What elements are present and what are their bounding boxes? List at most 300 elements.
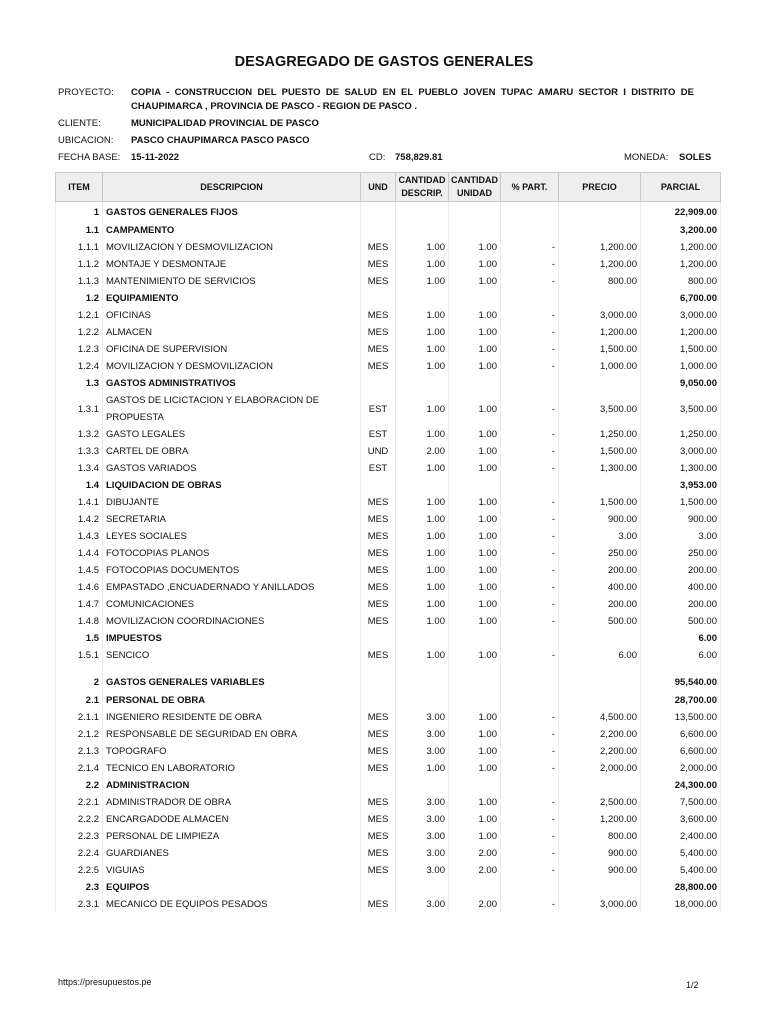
parcial-cell: 9,050.00 bbox=[641, 375, 721, 392]
subsection-row bbox=[56, 222, 721, 239]
item-cell: 2.1.1 bbox=[56, 709, 103, 726]
empty-cell bbox=[559, 222, 641, 239]
precio-cell: 1,200.00 bbox=[559, 239, 641, 256]
precio-cell: 1,500.00 bbox=[559, 341, 641, 358]
item-cell: 2.1.3 bbox=[56, 743, 103, 760]
precio-cell: 250.00 bbox=[559, 545, 641, 562]
cantidad-descrip-cell: 1.00 bbox=[396, 239, 449, 256]
description-cell: EQUIPOS bbox=[103, 879, 361, 896]
unit-cell: MES bbox=[361, 862, 396, 879]
parcial-cell: 6,600.00 bbox=[641, 743, 721, 760]
col-part: % PART. bbox=[501, 173, 559, 202]
item-cell: 1.2.2 bbox=[56, 324, 103, 341]
cantidad-unidad-cell: 1.00 bbox=[449, 528, 501, 545]
cantidad-descrip-cell: 3.00 bbox=[396, 743, 449, 760]
precio-cell: 900.00 bbox=[559, 862, 641, 879]
page-number: 1/2 bbox=[686, 980, 699, 990]
parcial-cell: 500.00 bbox=[641, 613, 721, 630]
empty-cell bbox=[396, 222, 449, 239]
empty-cell bbox=[501, 672, 559, 692]
precio-cell: 6.00 bbox=[559, 647, 641, 664]
precio-cell: 1,200.00 bbox=[559, 256, 641, 273]
empty-cell bbox=[501, 777, 559, 794]
col-cantidad-unidad-line1: CANTIDAD bbox=[451, 175, 498, 185]
table-row bbox=[56, 726, 721, 743]
unit-cell: MES bbox=[361, 579, 396, 596]
parcial-cell: 6.00 bbox=[641, 647, 721, 664]
part-cell: - bbox=[501, 743, 559, 760]
item-cell: 2.2.5 bbox=[56, 862, 103, 879]
col-parcial: PARCIAL bbox=[641, 173, 721, 202]
precio-cell: 1,250.00 bbox=[559, 426, 641, 443]
cantidad-unidad-cell: 1.00 bbox=[449, 579, 501, 596]
empty-cell bbox=[361, 477, 396, 494]
cantidad-unidad-cell: 1.00 bbox=[449, 239, 501, 256]
unit-cell: MES bbox=[361, 613, 396, 630]
unit-cell: MES bbox=[361, 273, 396, 290]
unit-cell: MES bbox=[361, 596, 396, 613]
cantidad-unidad-cell: 1.00 bbox=[449, 460, 501, 477]
item-cell: 1.4.7 bbox=[56, 596, 103, 613]
item-cell: 1.4.2 bbox=[56, 511, 103, 528]
unit-cell: MES bbox=[361, 743, 396, 760]
part-cell: - bbox=[501, 596, 559, 613]
part-cell: - bbox=[501, 794, 559, 811]
item-cell: 1.2.1 bbox=[56, 307, 103, 324]
unit-cell: UND bbox=[361, 443, 396, 460]
part-cell: - bbox=[501, 239, 559, 256]
parcial-cell: 6,600.00 bbox=[641, 726, 721, 743]
item-cell: 1.2.4 bbox=[56, 358, 103, 375]
parcial-cell: 1,200.00 bbox=[641, 324, 721, 341]
cantidad-unidad-cell: 1.00 bbox=[449, 709, 501, 726]
subsection-row bbox=[56, 879, 721, 896]
description-cell: GASTOS VARIADOS bbox=[103, 460, 361, 477]
precio-cell: 800.00 bbox=[559, 828, 641, 845]
precio-cell: 200.00 bbox=[559, 596, 641, 613]
cantidad-unidad-cell: 2.00 bbox=[449, 845, 501, 862]
cantidad-unidad-cell: 1.00 bbox=[449, 647, 501, 664]
item-cell: 2.2.2 bbox=[56, 811, 103, 828]
cd-label: CD: bbox=[369, 152, 386, 163]
table-row bbox=[56, 647, 721, 664]
empty-cell bbox=[449, 202, 501, 223]
unit-cell: MES bbox=[361, 760, 396, 777]
empty-cell bbox=[559, 879, 641, 896]
empty-cell bbox=[361, 222, 396, 239]
precio-cell: 3,000.00 bbox=[559, 896, 641, 913]
part-cell: - bbox=[501, 392, 559, 426]
table-row bbox=[56, 828, 721, 845]
parcial-cell: 6.00 bbox=[641, 630, 721, 647]
part-cell: - bbox=[501, 426, 559, 443]
cantidad-unidad-cell: 1.00 bbox=[449, 426, 501, 443]
cantidad-unidad-cell: 1.00 bbox=[449, 545, 501, 562]
description-cell: OFICINA DE SUPERVISION bbox=[103, 341, 361, 358]
unit-cell: EST bbox=[361, 460, 396, 477]
empty-cell bbox=[396, 375, 449, 392]
item-cell: 2.2 bbox=[56, 777, 103, 794]
parcial-cell: 1,500.00 bbox=[641, 494, 721, 511]
part-cell: - bbox=[501, 709, 559, 726]
part-cell: - bbox=[501, 647, 559, 664]
unit-cell: MES bbox=[361, 511, 396, 528]
subsection-row bbox=[56, 477, 721, 494]
table-row bbox=[56, 613, 721, 630]
description-cell: INGENIERO RESIDENTE DE OBRA bbox=[103, 709, 361, 726]
parcial-cell: 1,000.00 bbox=[641, 358, 721, 375]
item-cell: 1.4.6 bbox=[56, 579, 103, 596]
part-cell: - bbox=[501, 579, 559, 596]
subsection-row bbox=[56, 777, 721, 794]
parcial-cell: 2,000.00 bbox=[641, 760, 721, 777]
page-title: DESAGREGADO DE GASTOS GENERALES bbox=[234, 54, 534, 70]
table-row bbox=[56, 528, 721, 545]
cantidad-unidad-cell: 1.00 bbox=[449, 494, 501, 511]
cantidad-descrip-cell: 1.00 bbox=[396, 613, 449, 630]
item-cell: 1.4.8 bbox=[56, 613, 103, 630]
description-cell: MOVILIZACION Y DESMOVILIZACION bbox=[103, 239, 361, 256]
table-row bbox=[56, 256, 721, 273]
description-cell: MOVILIZACION Y DESMOVILIZACION bbox=[103, 358, 361, 375]
empty-cell bbox=[449, 222, 501, 239]
unit-cell: MES bbox=[361, 324, 396, 341]
spacer-cell bbox=[641, 664, 721, 672]
cantidad-unidad-cell: 1.00 bbox=[449, 358, 501, 375]
item-cell: 1.4.5 bbox=[56, 562, 103, 579]
parcial-cell: 24,300.00 bbox=[641, 777, 721, 794]
item-cell: 1.3.1 bbox=[56, 392, 103, 426]
parcial-cell: 1,200.00 bbox=[641, 256, 721, 273]
cantidad-unidad-cell: 2.00 bbox=[449, 896, 501, 913]
col-cantidad-descrip bbox=[396, 173, 449, 202]
table-row bbox=[56, 307, 721, 324]
cantidad-descrip-cell: 1.00 bbox=[396, 596, 449, 613]
cantidad-descrip-cell: 3.00 bbox=[396, 845, 449, 862]
parcial-cell: 1,250.00 bbox=[641, 426, 721, 443]
precio-cell: 200.00 bbox=[559, 562, 641, 579]
empty-cell bbox=[559, 777, 641, 794]
spacer-cell bbox=[103, 664, 361, 672]
description-cell: CAMPAMENTO bbox=[103, 222, 361, 239]
description-cell: EMPASTADO ,ENCUADERNADO Y ANILLADOS bbox=[103, 579, 361, 596]
empty-cell bbox=[361, 630, 396, 647]
description-cell: VIGUIAS bbox=[103, 862, 361, 879]
cantidad-descrip-cell: 1.00 bbox=[396, 324, 449, 341]
parcial-cell: 22,909.00 bbox=[641, 202, 721, 223]
ubicacion-label: UBICACION: bbox=[58, 135, 114, 146]
item-cell: 2.1.2 bbox=[56, 726, 103, 743]
cantidad-descrip-cell: 2.00 bbox=[396, 443, 449, 460]
description-cell: GUARDIANES bbox=[103, 845, 361, 862]
parcial-cell: 800.00 bbox=[641, 273, 721, 290]
col-cantidad-descrip-line1: CANTIDAD bbox=[398, 175, 446, 185]
cantidad-descrip-cell: 1.00 bbox=[396, 341, 449, 358]
item-cell: 1.2.3 bbox=[56, 341, 103, 358]
cantidad-descrip-cell: 1.00 bbox=[396, 460, 449, 477]
table-row bbox=[56, 794, 721, 811]
gastos-table bbox=[55, 172, 721, 913]
description-cell: ADMINISTRACION bbox=[103, 777, 361, 794]
part-cell: - bbox=[501, 307, 559, 324]
cantidad-descrip-cell: 3.00 bbox=[396, 862, 449, 879]
empty-cell bbox=[501, 375, 559, 392]
table-row bbox=[56, 511, 721, 528]
empty-cell bbox=[449, 777, 501, 794]
precio-cell: 900.00 bbox=[559, 511, 641, 528]
item-cell: 2.1 bbox=[56, 692, 103, 709]
item-cell: 2.2.1 bbox=[56, 794, 103, 811]
empty-cell bbox=[449, 630, 501, 647]
subsection-row bbox=[56, 290, 721, 307]
empty-cell bbox=[559, 290, 641, 307]
subsection-row bbox=[56, 692, 721, 709]
part-cell: - bbox=[501, 256, 559, 273]
table-row bbox=[56, 324, 721, 341]
cantidad-unidad-cell: 1.00 bbox=[449, 256, 501, 273]
part-cell: - bbox=[501, 811, 559, 828]
item-cell: 1.3.2 bbox=[56, 426, 103, 443]
empty-cell bbox=[449, 879, 501, 896]
unit-cell: MES bbox=[361, 562, 396, 579]
empty-cell bbox=[559, 672, 641, 692]
unit-cell: MES bbox=[361, 341, 396, 358]
cantidad-descrip-cell: 3.00 bbox=[396, 709, 449, 726]
table-row bbox=[56, 579, 721, 596]
parcial-cell: 5,400.00 bbox=[641, 862, 721, 879]
description-cell: FOTOCOPIAS DOCUMENTOS bbox=[103, 562, 361, 579]
description-cell: TOPOGRAFO bbox=[103, 743, 361, 760]
description-cell: SECRETARIA bbox=[103, 511, 361, 528]
part-cell: - bbox=[501, 494, 559, 511]
part-cell: - bbox=[501, 358, 559, 375]
moneda-label: MONEDA: bbox=[624, 152, 669, 163]
parcial-cell: 3,600.00 bbox=[641, 811, 721, 828]
item-cell: 2.2.3 bbox=[56, 828, 103, 845]
item-cell: 1.1.2 bbox=[56, 256, 103, 273]
part-cell: - bbox=[501, 760, 559, 777]
precio-cell: 1,200.00 bbox=[559, 811, 641, 828]
fecha-base-label: FECHA BASE: bbox=[58, 152, 121, 163]
col-precio: PRECIO bbox=[559, 173, 641, 202]
table-row bbox=[56, 545, 721, 562]
spacer-cell bbox=[396, 664, 449, 672]
table-row bbox=[56, 596, 721, 613]
item-cell: 1.3.4 bbox=[56, 460, 103, 477]
empty-cell bbox=[501, 202, 559, 223]
table-row bbox=[56, 709, 721, 726]
precio-cell: 2,200.00 bbox=[559, 743, 641, 760]
unit-cell: MES bbox=[361, 709, 396, 726]
col-cantidad-unidad bbox=[449, 173, 501, 202]
parcial-cell: 3,200.00 bbox=[641, 222, 721, 239]
cantidad-unidad-cell: 1.00 bbox=[449, 443, 501, 460]
empty-cell bbox=[449, 375, 501, 392]
table-row bbox=[56, 494, 721, 511]
moneda-value: SOLES bbox=[679, 152, 712, 163]
empty-cell bbox=[449, 692, 501, 709]
cantidad-unidad-cell: 1.00 bbox=[449, 307, 501, 324]
empty-cell bbox=[361, 672, 396, 692]
precio-cell: 400.00 bbox=[559, 579, 641, 596]
table-row bbox=[56, 426, 721, 443]
description-cell: ENCARGADODE ALMACEN bbox=[103, 811, 361, 828]
cantidad-unidad-cell: 2.00 bbox=[449, 862, 501, 879]
cantidad-descrip-cell: 1.00 bbox=[396, 545, 449, 562]
description-cell: GASTOS GENERALES VARIABLES bbox=[103, 672, 361, 692]
part-cell: - bbox=[501, 511, 559, 528]
empty-cell bbox=[396, 777, 449, 794]
empty-cell bbox=[501, 222, 559, 239]
parcial-cell: 13,500.00 bbox=[641, 709, 721, 726]
parcial-cell: 200.00 bbox=[641, 562, 721, 579]
precio-cell: 2,500.00 bbox=[559, 794, 641, 811]
part-cell: - bbox=[501, 613, 559, 630]
empty-cell bbox=[559, 202, 641, 223]
cantidad-unidad-cell: 1.00 bbox=[449, 726, 501, 743]
empty-cell bbox=[449, 672, 501, 692]
cantidad-descrip-cell: 1.00 bbox=[396, 579, 449, 596]
cantidad-descrip-cell: 3.00 bbox=[396, 896, 449, 913]
footer-url: https://presupuestos.pe bbox=[58, 977, 152, 987]
item-cell: 1.2 bbox=[56, 290, 103, 307]
table-row bbox=[56, 341, 721, 358]
item-cell: 1.4.3 bbox=[56, 528, 103, 545]
item-cell: 1.4 bbox=[56, 477, 103, 494]
description-cell: TECNICO EN LABORATORIO bbox=[103, 760, 361, 777]
cantidad-descrip-cell: 1.00 bbox=[396, 307, 449, 324]
parcial-cell: 3,500.00 bbox=[641, 392, 721, 426]
description-cell: COMUNICACIONES bbox=[103, 596, 361, 613]
cantidad-descrip-cell: 1.00 bbox=[396, 273, 449, 290]
cantidad-descrip-cell: 1.00 bbox=[396, 760, 449, 777]
parcial-cell: 6,700.00 bbox=[641, 290, 721, 307]
col-und: UND bbox=[361, 173, 396, 202]
unit-cell: EST bbox=[361, 426, 396, 443]
description-cell: MONTAJE Y DESMONTAJE bbox=[103, 256, 361, 273]
section-row bbox=[56, 202, 721, 223]
description-cell: GASTO LEGALES bbox=[103, 426, 361, 443]
part-cell: - bbox=[501, 528, 559, 545]
description-cell: PERSONAL DE LIMPIEZA bbox=[103, 828, 361, 845]
empty-cell bbox=[396, 630, 449, 647]
cantidad-descrip-cell: 1.00 bbox=[396, 562, 449, 579]
item-cell: 1.3 bbox=[56, 375, 103, 392]
empty-cell bbox=[501, 879, 559, 896]
precio-cell: 2,200.00 bbox=[559, 726, 641, 743]
cantidad-unidad-cell: 1.00 bbox=[449, 596, 501, 613]
precio-cell: 800.00 bbox=[559, 273, 641, 290]
empty-cell bbox=[559, 692, 641, 709]
precio-cell: 3,500.00 bbox=[559, 392, 641, 426]
part-cell: - bbox=[501, 545, 559, 562]
unit-cell: MES bbox=[361, 845, 396, 862]
part-cell: - bbox=[501, 341, 559, 358]
unit-cell: MES bbox=[361, 545, 396, 562]
cantidad-unidad-cell: 1.00 bbox=[449, 828, 501, 845]
cantidad-unidad-cell: 1.00 bbox=[449, 811, 501, 828]
cantidad-descrip-cell: 1.00 bbox=[396, 511, 449, 528]
empty-cell bbox=[361, 375, 396, 392]
part-cell: - bbox=[501, 460, 559, 477]
description-cell: LIQUIDACION DE OBRAS bbox=[103, 477, 361, 494]
description-cell: DIBUJANTE bbox=[103, 494, 361, 511]
parcial-cell: 1,300.00 bbox=[641, 460, 721, 477]
empty-cell bbox=[501, 630, 559, 647]
cantidad-descrip-cell: 1.00 bbox=[396, 647, 449, 664]
cantidad-unidad-cell: 1.00 bbox=[449, 511, 501, 528]
part-cell: - bbox=[501, 273, 559, 290]
table-row bbox=[56, 239, 721, 256]
parcial-cell: 18,000.00 bbox=[641, 896, 721, 913]
table-row bbox=[56, 443, 721, 460]
section-row bbox=[56, 672, 721, 692]
parcial-cell: 900.00 bbox=[641, 511, 721, 528]
precio-cell: 1,500.00 bbox=[559, 494, 641, 511]
table-row bbox=[56, 743, 721, 760]
table-row bbox=[56, 760, 721, 777]
proyecto-label: PROYECTO: bbox=[58, 87, 114, 98]
table-row bbox=[56, 392, 721, 426]
item-cell: 2.3 bbox=[56, 879, 103, 896]
empty-cell bbox=[361, 692, 396, 709]
cantidad-descrip-cell: 1.00 bbox=[396, 256, 449, 273]
unit-cell: EST bbox=[361, 392, 396, 426]
cantidad-descrip-cell: 3.00 bbox=[396, 726, 449, 743]
description-cell: IMPUESTOS bbox=[103, 630, 361, 647]
table-row bbox=[56, 358, 721, 375]
empty-cell bbox=[449, 290, 501, 307]
description-cell: GASTOS GENERALES FIJOS bbox=[103, 202, 361, 223]
empty-cell bbox=[396, 477, 449, 494]
description-cell: ALMACEN bbox=[103, 324, 361, 341]
description-cell: SENCICO bbox=[103, 647, 361, 664]
description-cell: ADMINISTRADOR DE OBRA bbox=[103, 794, 361, 811]
unit-cell: MES bbox=[361, 726, 396, 743]
empty-cell bbox=[559, 630, 641, 647]
empty-cell bbox=[396, 290, 449, 307]
empty-cell bbox=[449, 477, 501, 494]
cantidad-descrip-cell: 1.00 bbox=[396, 392, 449, 426]
description-cell: PERSONAL DE OBRA bbox=[103, 692, 361, 709]
table-row bbox=[56, 862, 721, 879]
item-cell: 1.4.1 bbox=[56, 494, 103, 511]
parcial-cell: 3.00 bbox=[641, 528, 721, 545]
description-cell: LEYES SOCIALES bbox=[103, 528, 361, 545]
table-row bbox=[56, 896, 721, 913]
cantidad-descrip-cell: 3.00 bbox=[396, 811, 449, 828]
proyecto-value: COPIA - CONSTRUCCION DEL PUESTO DE SALUD EN EL PUEBLO JOVEN TUPAC AMARU SECTOR I DISTRITO DE CHAUPIMARCA , PROVINCIA DE PASCO - REGION DE PASCO . bbox=[131, 87, 694, 112]
parcial-cell: 28,800.00 bbox=[641, 879, 721, 896]
parcial-cell: 95,540.00 bbox=[641, 672, 721, 692]
cantidad-unidad-cell: 1.00 bbox=[449, 743, 501, 760]
unit-cell: MES bbox=[361, 811, 396, 828]
part-cell: - bbox=[501, 443, 559, 460]
col-cantidad-descrip-line2: DESCRIP. bbox=[401, 188, 443, 198]
cantidad-descrip-cell: 1.00 bbox=[396, 426, 449, 443]
cantidad-unidad-cell: 1.00 bbox=[449, 613, 501, 630]
parcial-cell: 28,700.00 bbox=[641, 692, 721, 709]
subsection-row bbox=[56, 375, 721, 392]
part-cell: - bbox=[501, 845, 559, 862]
table-body bbox=[56, 202, 721, 914]
item-cell: 1.5 bbox=[56, 630, 103, 647]
item-cell: 1.1 bbox=[56, 222, 103, 239]
precio-cell: 900.00 bbox=[559, 845, 641, 862]
unit-cell: MES bbox=[361, 256, 396, 273]
empty-cell bbox=[361, 777, 396, 794]
table-row bbox=[56, 845, 721, 862]
